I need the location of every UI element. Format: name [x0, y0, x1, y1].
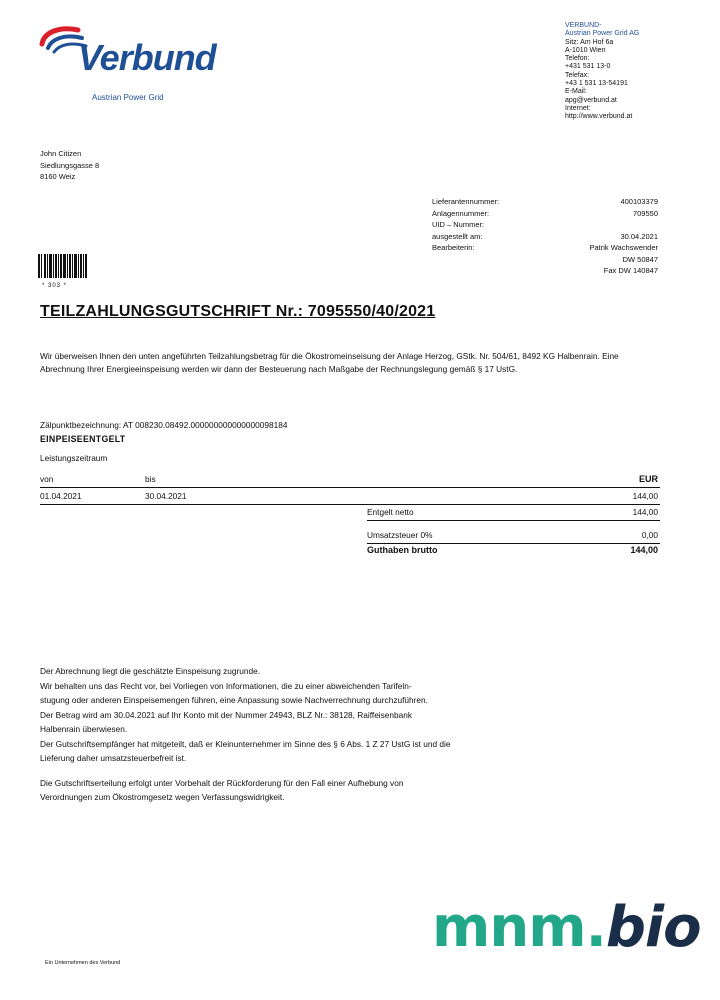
net-label: Entgelt netto — [367, 507, 414, 517]
vat-label: Umsatzsteuer 0% — [367, 530, 433, 540]
header-from: von — [40, 474, 54, 484]
sender-line: VERBUND- — [565, 22, 602, 29]
barcode-icon — [38, 254, 88, 278]
meta-row — [432, 196, 658, 208]
meta-extra: DW 50847 — [622, 254, 658, 264]
note-line: Der Betrag wird am 30.04.2021 auf Ihr Konto mit der Nummer 24943, BLZ Nr.: 38128, Raiffeisenbank — [40, 709, 413, 720]
document-meta — [432, 196, 658, 277]
net-value: 144,00 — [632, 507, 658, 517]
divider — [367, 520, 660, 521]
sender-line: Telefax: — [565, 71, 590, 79]
sender-line: apg@verbund.at — [565, 96, 617, 104]
note-line — [40, 766, 640, 776]
sender-line: Internet: — [565, 104, 591, 112]
intro-paragraph: Wir überweisen Ihnen den unten angeführten Teilzahlungsbetrag für die Ökostromeinseisung der Anlage Herzog, GStk. Nr. 504/61, 8492 KG Halbenrain. Eine Abrechnung Ihrer Energieeinspeisung werden wir dann der Besteuerung nach Maßgabe der Rechnungslegung gemäß § 17 UstG. — [40, 351, 619, 374]
meta-label: Bearbeiterin: — [432, 243, 475, 252]
header-currency: EUR — [638, 474, 658, 484]
meta-value: 400103379 — [620, 197, 658, 206]
recipient-name: John Citizen — [40, 149, 82, 158]
divider — [40, 504, 660, 505]
sender-line: Sitz: Am Hof 6a — [565, 38, 614, 46]
footer-text: Ein Unternehmen des Verbund — [45, 960, 121, 966]
row-to: 30.04.2021 — [145, 491, 187, 501]
note-line: Lieferung daher umsatzsteuerbefreit ist. — [40, 753, 187, 763]
section-heading: EINPEISEENTGELT — [40, 434, 126, 444]
note-line: Der Gutschriftsempfänger hat mitgeteilt, daß er Kleinunternehmer im Sinne des § 6 Abs. 1 Z 27 UstG ist und die — [40, 738, 451, 749]
zaehlpunkt: Zälpunktbezeichnung: AT 008230.08492.000000000000000098184 — [40, 420, 288, 430]
recipient-city: 8160 Weiz — [40, 172, 76, 181]
meta-row — [432, 219, 658, 231]
document-title: TEILZAHLUNGSGUTSCHRIFT Nr.: 7095550/40/2021 — [40, 303, 436, 320]
meta-value: 709550 — [632, 208, 658, 218]
gross-value: 144,00 — [630, 545, 658, 555]
recipient-address — [40, 148, 99, 183]
note-line: stugung oder anderen Einspeisemengen führen, eine Anpassung sowie Nachverrechnung durchzuführen. — [40, 695, 428, 705]
meta-row — [432, 231, 658, 243]
sender-line: A-1010 Wien — [565, 46, 606, 54]
divider — [40, 487, 660, 488]
logo-subtitle: Austrian Power Grid — [92, 93, 164, 102]
table-row — [40, 491, 660, 503]
meta-extra: Fax DW 140847 — [603, 266, 658, 275]
period-label: Leistungszeitraum — [40, 453, 108, 463]
sender-line: http://www.verbund.at — [565, 113, 633, 121]
net-row — [367, 507, 660, 519]
meta-value: 30.04.2021 — [620, 231, 658, 241]
recipient-street: Siedlungsgasse 8 — [40, 160, 100, 170]
sender-line: Austrian Power Grid AG — [565, 30, 640, 38]
meta-row — [432, 208, 658, 220]
note-line: Wir behalten uns das Recht vor, bei Vorliegen von Informationen, die zu einer abweichenden Tarifeln- — [40, 680, 412, 691]
meta-value: Patrik Wachswender — [589, 243, 658, 252]
vat-value: 0,00 — [641, 530, 658, 540]
meta-label: Anlagennummer: — [432, 208, 490, 218]
meta-label: Lieferantennummer: — [432, 197, 500, 206]
header-to: bis — [145, 474, 156, 484]
notes-block — [40, 664, 640, 805]
brand-part-1: mnm. — [432, 895, 606, 960]
table-header — [40, 474, 660, 486]
meta-row — [432, 242, 658, 254]
note-line: Halbenrain überwiesen. — [40, 724, 128, 734]
sender-line: E-Mail: — [565, 88, 587, 96]
gross-row — [367, 545, 660, 557]
vat-row — [367, 530, 660, 542]
brand-part-2: bio — [605, 895, 701, 960]
verbund-logo-word: Verbund — [78, 37, 216, 78]
meta-label: UID – Nummer: — [432, 220, 485, 229]
sender-line: Telefon: — [565, 55, 590, 63]
divider — [367, 543, 660, 544]
note-line: Verordnungen zum Ökostromgesetz wegen Verfassungswidrigkeit. — [40, 792, 285, 802]
note-line: Die Gutschriftserteilung erfolgt unter Vorbehalt der Rückforderung für den Fall einer Aufhebung von — [40, 777, 404, 788]
sender-line: +43 1 531 13-54191 — [565, 80, 628, 88]
row-amount: 144,00 — [632, 491, 658, 501]
barcode-number: * 303 * — [42, 283, 68, 289]
sender-address — [565, 22, 705, 122]
note-line: Der Abrechnung liegt die geschätzte Einspeisung zugrunde. — [40, 666, 261, 676]
gross-label: Guthaben brutto — [367, 545, 438, 555]
mnm-bio-watermark — [432, 895, 701, 960]
row-from: 01.04.2021 — [40, 491, 82, 501]
meta-label: ausgestellt am: — [432, 231, 483, 241]
sender-line: +431 531 13-0 — [565, 63, 611, 71]
